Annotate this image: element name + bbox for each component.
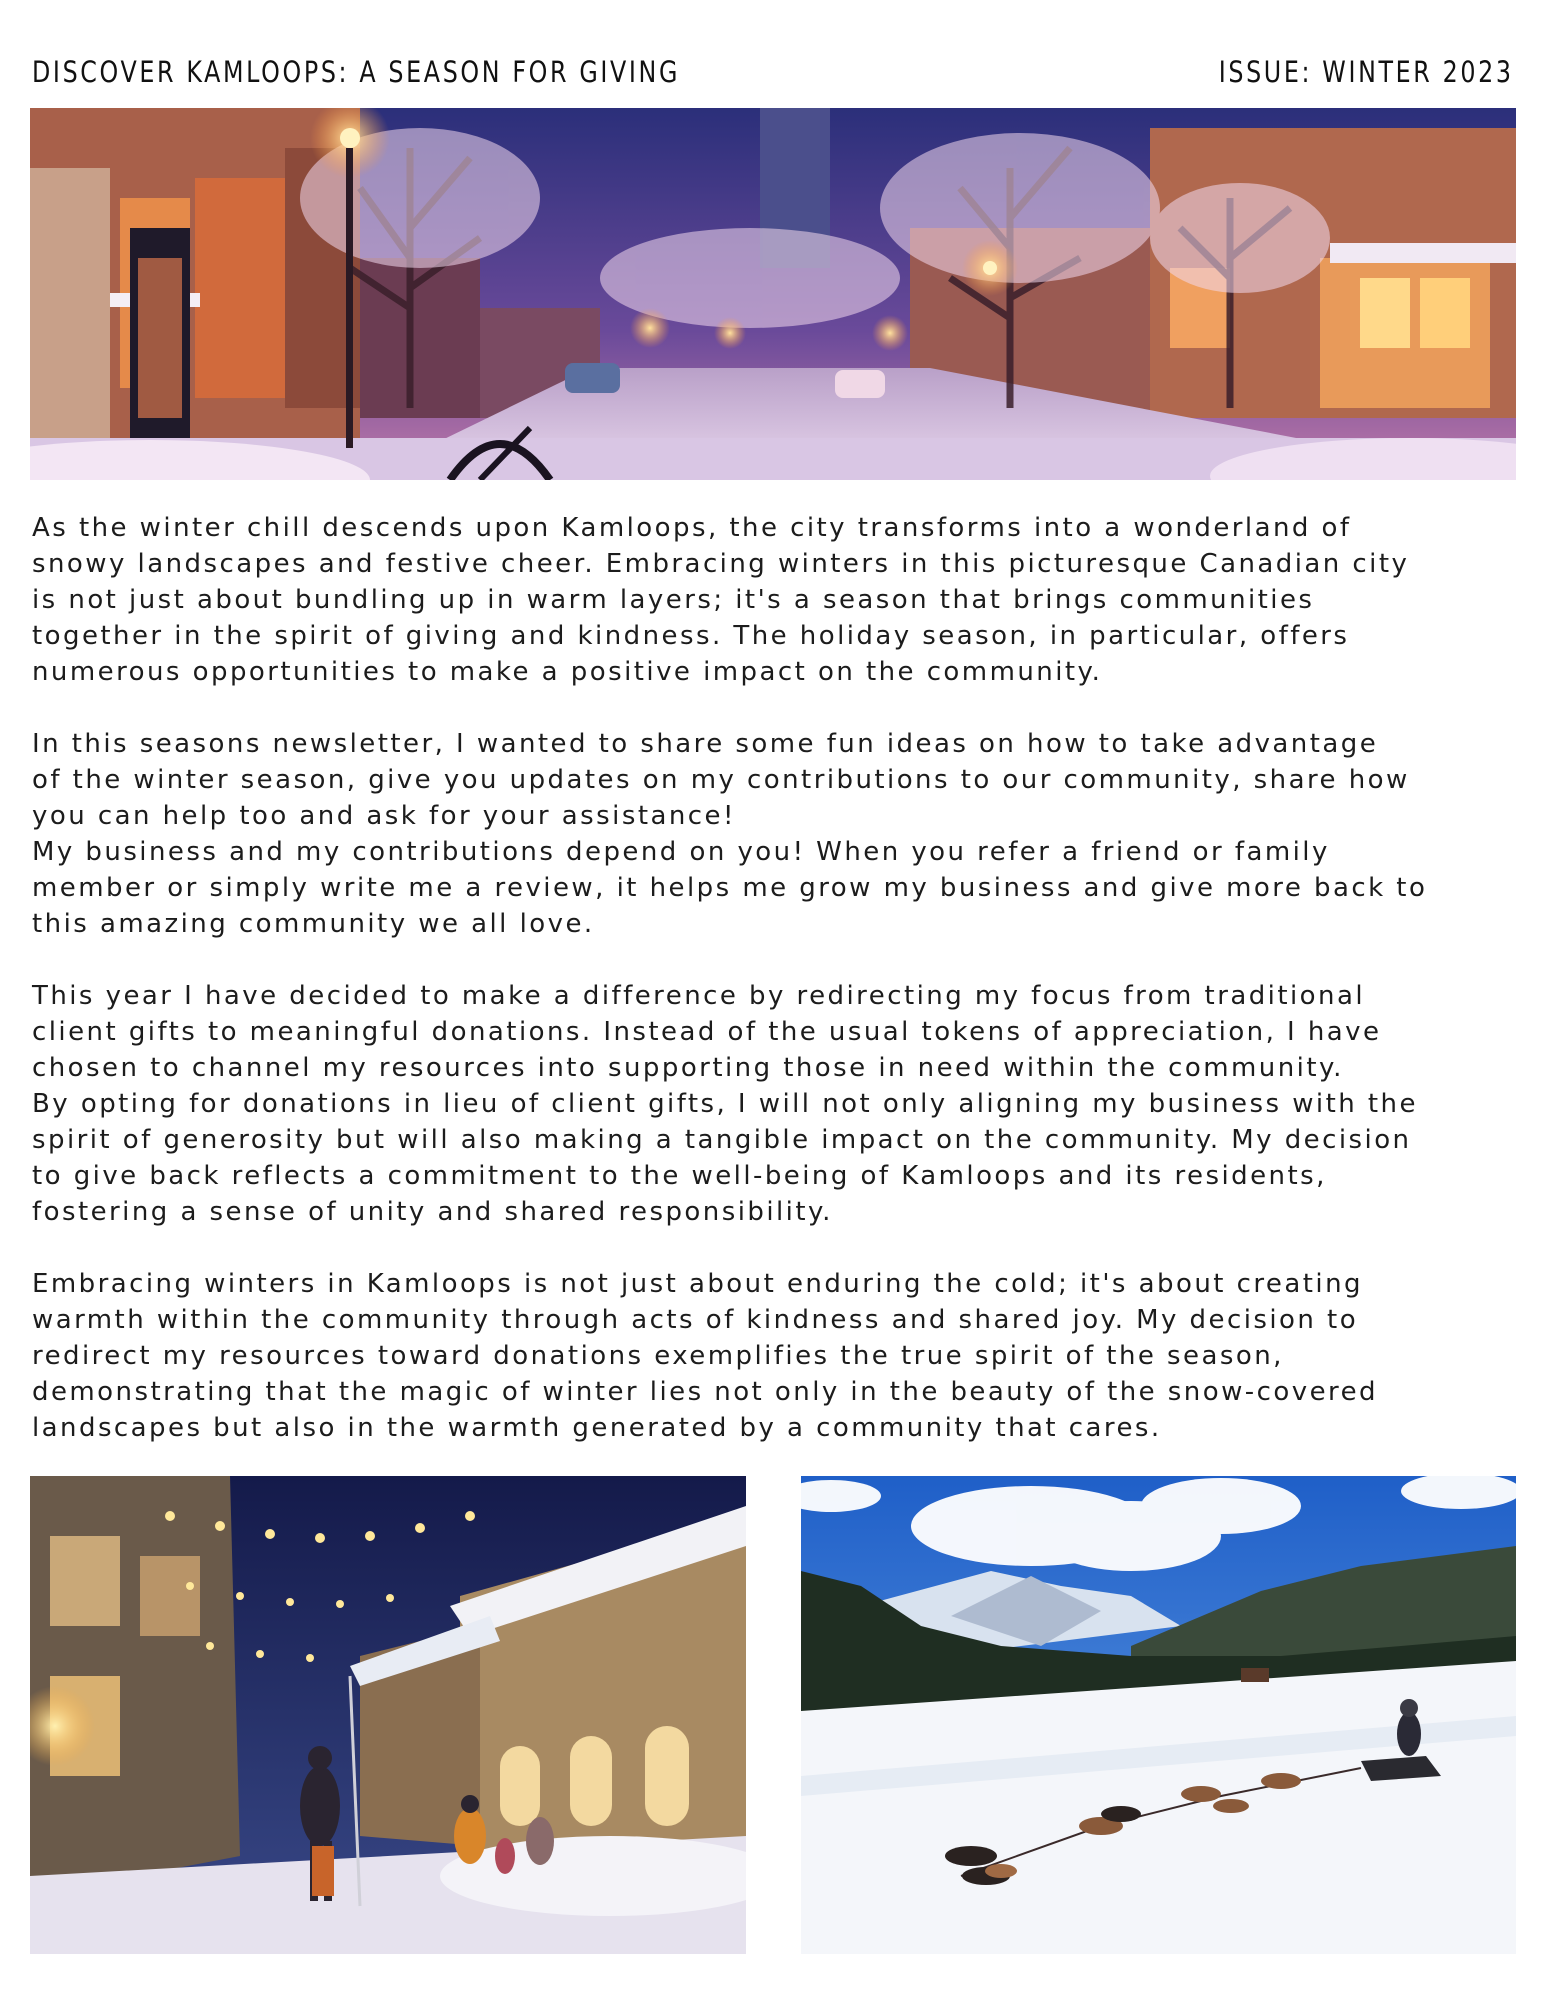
village-lights-illustration (30, 1476, 746, 1954)
donations-impact-paragraph: By opting for donations in lieu of client gifts, I will not only aligning my business with the spirit of generosity but will also making a tangible impact on the community. My decision to give back reflects a commitment to the well-being of Kamloops and its residents, fostering a sense of unity and shared responsibility. (32, 1089, 1418, 1227)
village-lights-photo (30, 1476, 746, 1954)
closing-paragraph: Embracing winters in Kamloops is not just about enduring the cold; it's about creating warmth within the community through acts of kindness and shared joy. My decision to redirect my resources toward donations exemplifies the true spirit of the season, demonstrating that the magic of winter lies not only in the beauty of the snow-covered landscapes but also in the warmth generated by a community that cares. (32, 1269, 1378, 1443)
dogsled-photo (801, 1476, 1516, 1954)
intro-paragraph: As the winter chill descends upon Kamloops, the city transforms into a wonderland of snowy landscapes and festive cheer. Embracing winters in this picturesque Canadian city is not just about bundling up in warm layers; it's a season that brings communities together in the spirit of giving and kindness. The holiday season, in particular, offers numerous opportunities to make a positive impact on the community. (32, 513, 1410, 687)
issue-label: ISSUE: WINTER 2023 (1219, 55, 1514, 89)
donations-intro-paragraph: This year I have decided to make a difference by redirecting my focus from traditional client gifts to meaningful donations. Instead of the usual tokens of appreciation, I have chosen to channel my resources into supporting those in need within the community. (32, 981, 1382, 1083)
newsletter-purpose-paragraph: In this seasons newsletter, I wanted to share some fun ideas on how to take advantage of the winter season, give you updates on my contributions to our community, share how you can help too and ask for your assistance! (32, 729, 1410, 831)
hero-street-photo (30, 108, 1516, 480)
referral-paragraph: My business and my contributions depend on you! When you refer a friend or family member or simply write me a review, it helps me grow my business and give more back to this amazing community we all love. (32, 837, 1428, 939)
hero-street-illustration (30, 108, 1516, 480)
newsletter-header (32, 52, 1514, 92)
newsletter-article (32, 510, 1522, 1482)
dogsled-illustration (801, 1476, 1516, 1954)
newsletter-title: DISCOVER KAMLOOPS: A SEASON FOR GIVING (32, 55, 681, 89)
